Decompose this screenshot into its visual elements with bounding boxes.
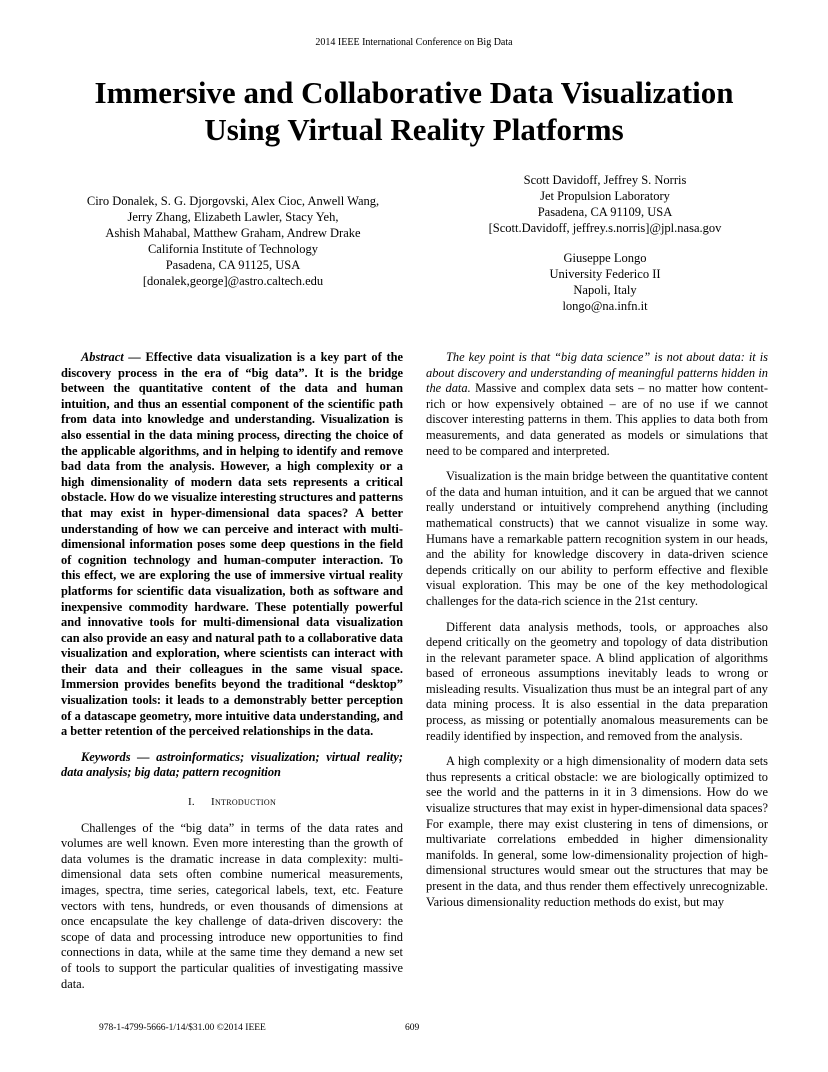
abstract-lead: Abstract — xyxy=(81,350,141,364)
keywords: Keywords — astroinformatics; visualization; virtual reality; data analysis; big data; pattern recognition xyxy=(61,749,403,780)
address: Pasadena, CA 91125, USA xyxy=(165,258,301,272)
section-number: I. xyxy=(187,796,195,809)
footer-isbn: 978-1-4799-5666-1/14/$31.00 ©2014 IEEE xyxy=(99,1023,266,1033)
email: longo@na.infn.it xyxy=(562,299,648,313)
affiliation-caltech xyxy=(58,193,408,289)
conference-header: 2014 IEEE International Conference on Big Data xyxy=(315,37,513,48)
key-point-italic: The key point is that “big data science” is not about data: it is about discovery and understanding of meaningful patterns hidden in the data. xyxy=(426,350,768,396)
key-point-rest: Massive and complex data sets – no matter how content-rich or how expensively obtained – are of no use if we cannot discover interesting patterns in them. This applies to data both from measurements, and data generated as models or simulations that need to be compared and interpreted. xyxy=(426,381,768,458)
right-column xyxy=(426,350,768,920)
right-paragraph-2: Visualization is the main bridge between the quantitative content of the data and human intuition, and it can be argued that we cannot really understand or intuitively comprehend anything (including mathematical constructs) that we cannot visualize in some way. Humans have a remarkable pattern recognition system in our heads, and the ability for knowledge discovery in data-driven science depends critically on our ability to perform effective and flexible visual exploration. This may be one of the key methodological challenges for the data-rich science in the 21st century. xyxy=(426,469,768,608)
author-names: Scott Davidoff, Jeffrey S. Norris xyxy=(523,173,687,187)
right-paragraph-3: Different data analysis methods, tools, or approaches also depend critically on the geometry and topology of data distribution in the relevant parameter space. A blind application of algorithms based of erroneous assumptions inevitably leads to wrong or misleading results. Visualization thus must be an integral part of any data mining process. It is also essential in the data preparation process, as missing or potentially anomalous measurements can be readily identified by inspection, and removed from the analysis. xyxy=(426,619,768,743)
intro-paragraph-1: Challenges of the “big data” in terms of the data rates and volumes are well known. Even more interesting than the growth of data volumes is the dramatic increase in data complexity: multi-dimensional data sets often combine numerical measurements, images, spectra, time series, categorical labels, text, etc. Feature vectors with tens, hundreds, or even thousands of dimensions at once encapsulate the key challenge of data-driven discovery: the scope of data and processing introduce new opportunities to find connections in data, while at the same time they demand a new set of tools to support the particular qualities of investigating massive data. xyxy=(61,820,403,991)
paper-title xyxy=(40,74,788,148)
page-number: 609 xyxy=(405,1023,420,1033)
author-names-line-2: Jerry Zhang, Elizabeth Lawler, Stacy Yeh, xyxy=(127,210,339,224)
right-paragraph-1 xyxy=(426,350,768,459)
address: Napoli, Italy xyxy=(573,283,637,297)
right-paragraph-4: A high complexity or a high dimensionality of modern data sets thus represents a critical obstacle: we are biologically optimized to see the world and the patterns in it in 3 dimensions. How do we visualize structures that may exist in hyper-dimensional data spaces? For example, there may exist clustering in tens of dimensions, or multivariate correlations embedded in higher dimensionality manifolds. In general, some low-dimensionality projection of high-dimensional structures would smear out the structures that may be present in the data, and thus render them effectively unrecognizable. Various dimensionality reduction methods do exist, but may xyxy=(426,754,768,909)
section-heading-introduction xyxy=(61,795,403,811)
email: [Scott.Davidoff, jeffrey.s.norris]@jpl.nasa.gov xyxy=(488,221,722,235)
title-line-1: Immersive and Collaborative Data Visualization xyxy=(94,75,734,110)
author-names-line-1: Ciro Donalek, S. G. Djorgovski, Alex Cioc, Anwell Wang, xyxy=(86,194,380,208)
affiliation-jpl xyxy=(440,172,770,236)
institution: California Institute of Technology xyxy=(147,242,319,256)
institution: University Federico II xyxy=(549,267,661,281)
address: Pasadena, CA 91109, USA xyxy=(537,205,673,219)
section-title: Introduction xyxy=(210,796,277,809)
author-names-line-3: Ashish Mahabal, Matthew Graham, Andrew Drake xyxy=(105,226,361,240)
affiliation-napoli xyxy=(440,250,770,314)
left-column xyxy=(61,350,403,1002)
email: [donalek,george]@astro.caltech.edu xyxy=(142,274,324,288)
abstract-text: Effective data visualization is a key part of the discovery process in the era of “big data”. It is the bridge between the quantitative content of the data and human intuition, and thus an essential component of the scientific path from data into knowledge and understanding. Visualization is also essential in the data mining process, directing the choice of the applicable algorithms, and in helping to identify and remove bad data from the analysis. However, a high complexity or a high dimensionality of modern data sets represents a critical obstacle. How do we visualize interesting structures and patterns that may exist in hyper-dimensional data spaces? A better understanding of how we can perceive and interact with multi-dimensional information poses some deep questions in the field of cognition technology and human-computer interaction. To this effect, we are exploring the use of immersive virtual reality platforms for scientific data visualization, both as software and inexpensive commodity hardware. These potentially powerful and innovative tools for multi-dimensional data visualization can also provide an easy and natural path to a collaborative data visualization and exploration, where scientists can interact with their data and their colleagues in the same visual space. Immersion provides benefits beyond the traditional “desktop” visualization tools: it leads to a demonstrably better perception of a datascape geometry, more intuitive data understanding, and a better retention of the perceived relationships in the data. xyxy=(61,350,403,739)
abstract xyxy=(61,350,403,740)
author-names: Giuseppe Longo xyxy=(563,251,647,265)
institution: Jet Propulsion Laboratory xyxy=(540,189,670,203)
title-line-2: Using Virtual Reality Platforms xyxy=(204,112,624,147)
